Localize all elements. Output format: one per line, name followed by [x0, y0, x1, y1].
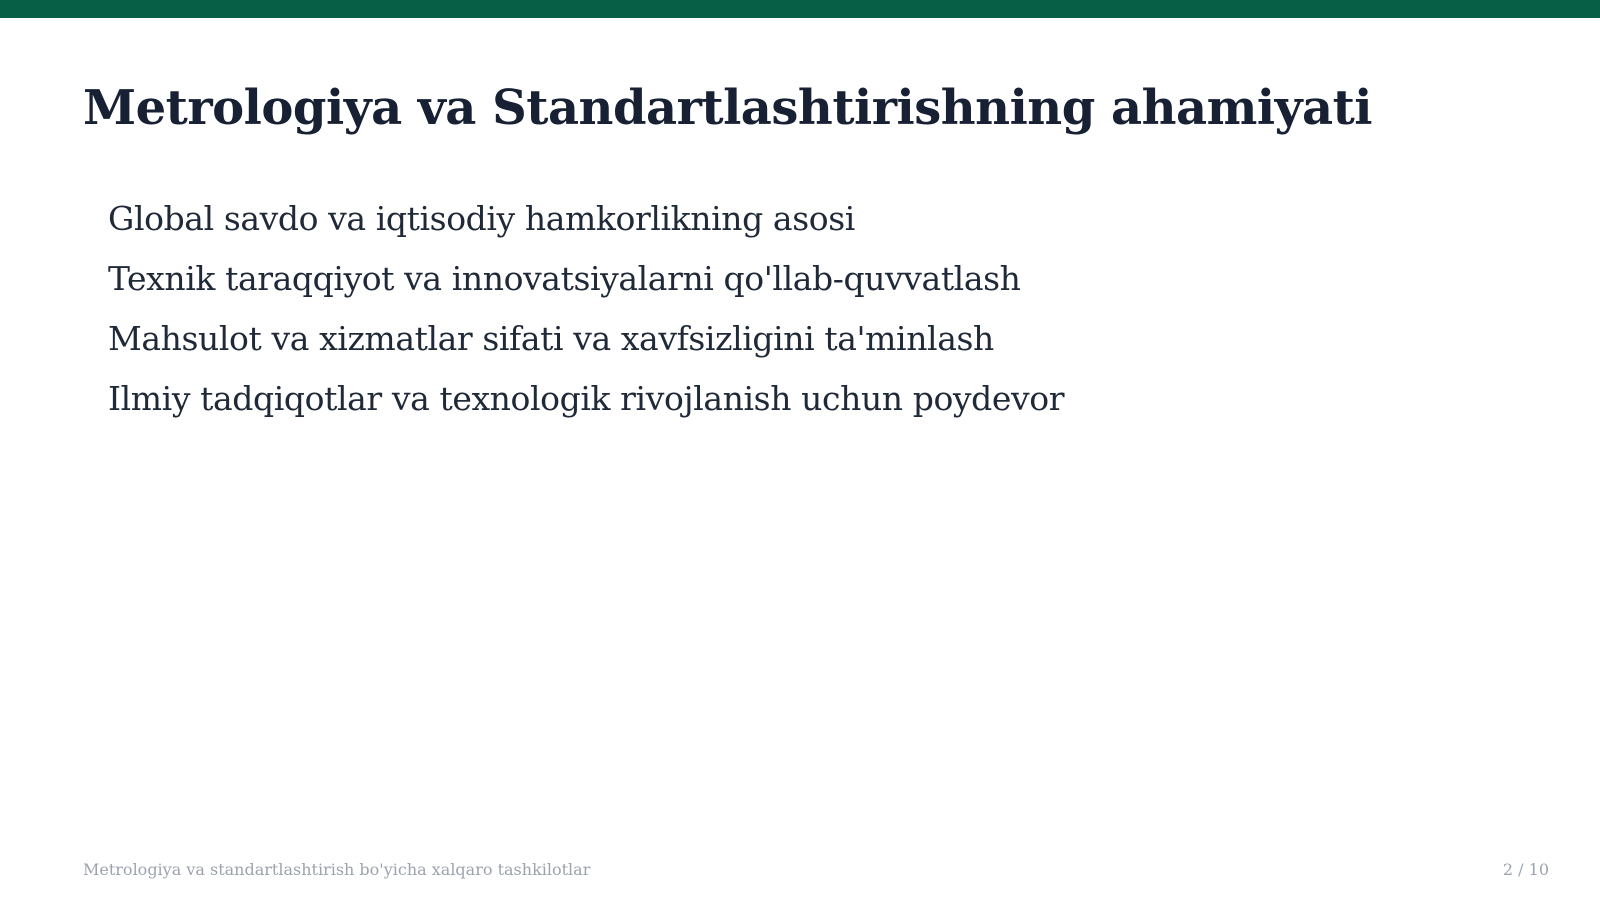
bullet-item: Mahsulot va xizmatlar sifati va xavfsizligini ta'minlash — [108, 319, 994, 358]
bullet-item: Texnik taraqqiyot va innovatsiyalarni qo'llab-quvvatlash — [108, 259, 1021, 298]
bullet-list — [108, 189, 1064, 429]
footer-presentation-title: Metrologiya va standartlashtirish bo'yicha xalqaro tashkilotlar — [83, 860, 591, 879]
slide-title: Metrologiya va Standartlashtirishning ahamiyati — [83, 80, 1372, 136]
bullet-item: Ilmiy tadqiqotlar va texnologik rivojlanish uchun poydevor — [108, 379, 1065, 418]
accent-bar — [0, 0, 1600, 18]
page-indicator: 2 / 10 — [1502, 860, 1549, 879]
bullet-item: Global savdo va iqtisodiy hamkorlikning asosi — [108, 199, 855, 238]
